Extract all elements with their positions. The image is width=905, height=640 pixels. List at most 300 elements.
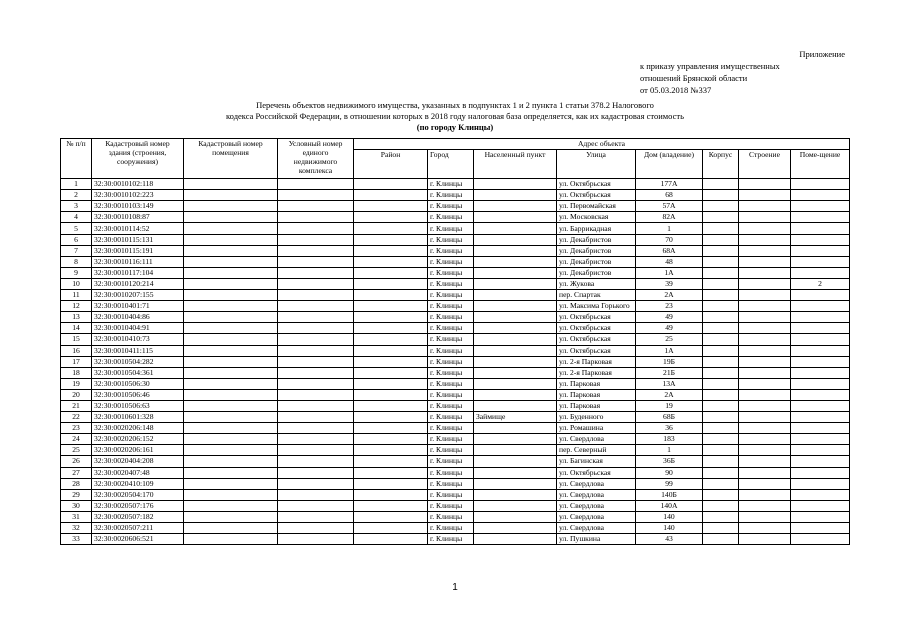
col-header-house: Дом (владение) xyxy=(636,150,703,179)
cell-district xyxy=(354,323,428,334)
cell-district xyxy=(354,489,428,500)
table-row xyxy=(61,367,850,378)
cell-street: ул. Декабристов xyxy=(557,267,636,278)
cell-cad-room xyxy=(184,412,278,423)
cell-settlement xyxy=(474,212,557,223)
cell-city: г. Клинцы xyxy=(428,201,474,212)
cell-house: 39 xyxy=(636,278,703,289)
cell-cad-building: 32:30:0010103:149 xyxy=(92,201,184,212)
table-row xyxy=(61,389,850,400)
cell-district xyxy=(354,400,428,411)
cell-street: ул. Пушкина xyxy=(557,534,636,545)
cell-district xyxy=(354,356,428,367)
cell-cad-building: 32:30:0010404:86 xyxy=(92,312,184,323)
cell-cad-building: 32:30:0020504:170 xyxy=(92,489,184,500)
cell-block xyxy=(703,523,739,534)
cell-cad-building: 32:30:0010102:223 xyxy=(92,190,184,201)
cell-house: 49 xyxy=(636,312,703,323)
cell-house: 48 xyxy=(636,256,703,267)
cell-room xyxy=(791,367,850,378)
cell-settlement xyxy=(474,489,557,500)
cell-cad-room xyxy=(184,323,278,334)
cell-city: г. Клинцы xyxy=(428,356,474,367)
cell-cond-number xyxy=(278,523,354,534)
cell-street: ул. Парковая xyxy=(557,389,636,400)
cell-building xyxy=(739,201,791,212)
cell-cond-number xyxy=(278,190,354,201)
cell-block xyxy=(703,378,739,389)
cell-block xyxy=(703,534,739,545)
cell-num: 22 xyxy=(61,412,92,423)
cell-block xyxy=(703,456,739,467)
cell-house: 1 xyxy=(636,223,703,234)
cell-building xyxy=(739,523,791,534)
cell-num: 29 xyxy=(61,489,92,500)
cell-city: г. Клинцы xyxy=(428,523,474,534)
heading-line-2: кодекса Российской Федерации, в отношении которых в 2018 году налоговая база определяется, как их кадастровая стоимость xyxy=(225,111,684,121)
cell-building xyxy=(739,267,791,278)
cell-num: 21 xyxy=(61,400,92,411)
cell-num: 24 xyxy=(61,434,92,445)
cell-cond-number xyxy=(278,323,354,334)
cell-settlement xyxy=(474,456,557,467)
cell-house: 19Б xyxy=(636,356,703,367)
cell-cad-room xyxy=(184,290,278,301)
cell-block xyxy=(703,356,739,367)
cell-street: ул. Октябрьская xyxy=(557,334,636,345)
cell-room xyxy=(791,478,850,489)
cell-district xyxy=(354,312,428,323)
cell-settlement xyxy=(474,179,557,190)
cell-cond-number xyxy=(278,423,354,434)
cell-settlement xyxy=(474,534,557,545)
cell-building xyxy=(739,278,791,289)
cell-settlement xyxy=(474,434,557,445)
document-heading xyxy=(60,100,850,133)
cell-building xyxy=(739,511,791,522)
cell-building xyxy=(739,301,791,312)
cell-cond-number xyxy=(278,534,354,545)
cell-city: г. Клинцы xyxy=(428,500,474,511)
cell-district xyxy=(354,523,428,534)
cell-num: 13 xyxy=(61,312,92,323)
cell-cad-room xyxy=(184,212,278,223)
cell-street: ул. Декабристов xyxy=(557,234,636,245)
cell-cond-number xyxy=(278,367,354,378)
cell-cond-number xyxy=(278,456,354,467)
cell-building xyxy=(739,489,791,500)
table-row xyxy=(61,400,850,411)
cell-settlement xyxy=(474,278,557,289)
cell-settlement xyxy=(474,323,557,334)
cell-block xyxy=(703,423,739,434)
cell-num: 5 xyxy=(61,223,92,234)
cell-house: 25 xyxy=(636,334,703,345)
cell-city: г. Клинцы xyxy=(428,212,474,223)
cell-num: 7 xyxy=(61,245,92,256)
col-header-block: Корпус xyxy=(703,150,739,179)
cell-street: ул. Декабристов xyxy=(557,245,636,256)
cell-cond-number xyxy=(278,245,354,256)
cell-cad-room xyxy=(184,489,278,500)
cell-street: ул. Баррикадная xyxy=(557,223,636,234)
table-row xyxy=(61,412,850,423)
cell-street: ул. Свердлова xyxy=(557,489,636,500)
cell-cad-room xyxy=(184,301,278,312)
cell-num: 11 xyxy=(61,290,92,301)
table-row xyxy=(61,434,850,445)
cell-building xyxy=(739,256,791,267)
cell-block xyxy=(703,267,739,278)
cell-house: 68 xyxy=(636,190,703,201)
cell-city: г. Клинцы xyxy=(428,445,474,456)
cell-city: г. Клинцы xyxy=(428,190,474,201)
cell-cad-building: 32:30:0020407:48 xyxy=(92,467,184,478)
cell-cad-room xyxy=(184,356,278,367)
cell-block xyxy=(703,511,739,522)
cell-cad-room xyxy=(184,267,278,278)
cell-street: ул. Парковая xyxy=(557,378,636,389)
cell-house: 21Б xyxy=(636,367,703,378)
cell-district xyxy=(354,245,428,256)
cell-cond-number xyxy=(278,445,354,456)
cell-street: ул. Свердлова xyxy=(557,511,636,522)
cell-room xyxy=(791,445,850,456)
cell-city: г. Клинцы xyxy=(428,323,474,334)
cell-settlement xyxy=(474,201,557,212)
cell-block xyxy=(703,389,739,400)
cell-cond-number xyxy=(278,290,354,301)
cell-street: ул. Максима Горького xyxy=(557,301,636,312)
cell-district xyxy=(354,179,428,190)
cell-room xyxy=(791,511,850,522)
cell-room xyxy=(791,523,850,534)
cell-city: г. Клинцы xyxy=(428,456,474,467)
cell-num: 12 xyxy=(61,301,92,312)
cell-house: 13А xyxy=(636,378,703,389)
cell-cad-room xyxy=(184,400,278,411)
cell-cad-building: 32:30:0010504:282 xyxy=(92,356,184,367)
cell-district xyxy=(354,445,428,456)
cell-cad-room xyxy=(184,223,278,234)
cell-district xyxy=(354,234,428,245)
cell-settlement xyxy=(474,290,557,301)
cell-settlement xyxy=(474,523,557,534)
cell-cad-building: 32:30:0020404:208 xyxy=(92,456,184,467)
cell-street: ул. Октябрьская xyxy=(557,345,636,356)
cell-cad-building: 32:30:0020606:521 xyxy=(92,534,184,545)
cell-settlement xyxy=(474,445,557,456)
table-row xyxy=(61,267,850,278)
cell-house: 140 xyxy=(636,511,703,522)
cell-cond-number xyxy=(278,489,354,500)
cell-district xyxy=(354,278,428,289)
cell-building xyxy=(739,445,791,456)
cell-cond-number xyxy=(278,179,354,190)
table-row xyxy=(61,478,850,489)
cell-city: г. Клинцы xyxy=(428,389,474,400)
cell-house: 2А xyxy=(636,290,703,301)
cell-room xyxy=(791,356,850,367)
cell-district xyxy=(354,334,428,345)
cell-num: 15 xyxy=(61,334,92,345)
cell-cad-room xyxy=(184,312,278,323)
cell-settlement xyxy=(474,467,557,478)
cell-district xyxy=(354,378,428,389)
cell-street: ул. Московская xyxy=(557,212,636,223)
cell-house: 36Б xyxy=(636,456,703,467)
cell-cad-building: 32:30:0010116:111 xyxy=(92,256,184,267)
cell-cad-building: 32:30:0010506:46 xyxy=(92,389,184,400)
cell-district xyxy=(354,256,428,267)
cell-house: 49 xyxy=(636,323,703,334)
cell-building xyxy=(739,356,791,367)
cell-building xyxy=(739,389,791,400)
cell-settlement xyxy=(474,500,557,511)
cell-room xyxy=(791,334,850,345)
cell-block xyxy=(703,334,739,345)
table-row xyxy=(61,223,850,234)
cell-city: г. Клинцы xyxy=(428,412,474,423)
cell-num: 3 xyxy=(61,201,92,212)
cell-building xyxy=(739,378,791,389)
cell-city: г. Клинцы xyxy=(428,400,474,411)
table-row xyxy=(61,345,850,356)
cell-cad-building: 32:30:0010601:328 xyxy=(92,412,184,423)
table-row xyxy=(61,500,850,511)
cell-building xyxy=(739,212,791,223)
cell-building xyxy=(739,400,791,411)
cell-cad-room xyxy=(184,256,278,267)
cell-street: ул. 2-я Парковая xyxy=(557,367,636,378)
cell-district xyxy=(354,534,428,545)
cell-cond-number xyxy=(278,201,354,212)
col-header-cond-number: Условный номер единого недвижимого комплекса xyxy=(278,139,354,179)
cell-street: ул. Свердлова xyxy=(557,500,636,511)
cell-cad-room xyxy=(184,345,278,356)
table-row xyxy=(61,445,850,456)
cell-cond-number xyxy=(278,511,354,522)
cell-building xyxy=(739,290,791,301)
cell-street: ул. Октябрьская xyxy=(557,179,636,190)
cell-num: 25 xyxy=(61,445,92,456)
table-row xyxy=(61,334,850,345)
cell-cad-building: 32:30:0010404:91 xyxy=(92,323,184,334)
cell-cad-room xyxy=(184,179,278,190)
table-row xyxy=(61,323,850,334)
cell-street: ул. Свердлова xyxy=(557,523,636,534)
cell-building xyxy=(739,334,791,345)
cell-city: г. Клинцы xyxy=(428,256,474,267)
cell-cad-room xyxy=(184,378,278,389)
cell-cad-room xyxy=(184,434,278,445)
cell-cad-building: 32:30:0010411:115 xyxy=(92,345,184,356)
cell-block xyxy=(703,301,739,312)
cell-block xyxy=(703,445,739,456)
cell-cad-room xyxy=(184,500,278,511)
cell-room xyxy=(791,534,850,545)
cell-cad-building: 32:30:0020507:211 xyxy=(92,523,184,534)
cell-room xyxy=(791,423,850,434)
cell-num: 19 xyxy=(61,378,92,389)
cell-city: г. Клинцы xyxy=(428,478,474,489)
col-header-cad-building: Кадастровый номер здания (строения, сооружения) xyxy=(92,139,184,179)
cell-cad-room xyxy=(184,334,278,345)
cell-cad-building: 32:30:0020507:182 xyxy=(92,511,184,522)
cell-cond-number xyxy=(278,389,354,400)
cell-room xyxy=(791,412,850,423)
cell-street: пер. Спартак xyxy=(557,290,636,301)
cell-room xyxy=(791,267,850,278)
cell-num: 27 xyxy=(61,467,92,478)
cell-district xyxy=(354,412,428,423)
cell-settlement xyxy=(474,256,557,267)
cell-cond-number xyxy=(278,500,354,511)
cell-street: ул. Жукова xyxy=(557,278,636,289)
cell-cad-building: 32:30:0020206:152 xyxy=(92,434,184,445)
cell-num: 17 xyxy=(61,356,92,367)
cell-street: ул. Первомайская xyxy=(557,201,636,212)
cell-block xyxy=(703,201,739,212)
cell-house: 90 xyxy=(636,467,703,478)
cell-room xyxy=(791,456,850,467)
cell-district xyxy=(354,301,428,312)
cell-city: г. Клинцы xyxy=(428,234,474,245)
property-table xyxy=(60,138,850,545)
cell-num: 2 xyxy=(61,190,92,201)
cell-cad-building: 32:30:0020206:161 xyxy=(92,445,184,456)
cell-num: 30 xyxy=(61,500,92,511)
cell-district xyxy=(354,201,428,212)
cell-block xyxy=(703,478,739,489)
cell-district xyxy=(354,423,428,434)
cell-city: г. Клинцы xyxy=(428,301,474,312)
col-header-building: Строение xyxy=(739,150,791,179)
cell-num: 4 xyxy=(61,212,92,223)
cell-cond-number xyxy=(278,334,354,345)
cell-room xyxy=(791,256,850,267)
cell-cond-number xyxy=(278,223,354,234)
cell-city: г. Клинцы xyxy=(428,467,474,478)
cell-cad-room xyxy=(184,523,278,534)
cell-room xyxy=(791,489,850,500)
cell-house: 2А xyxy=(636,389,703,400)
cell-cond-number xyxy=(278,267,354,278)
cell-cad-room xyxy=(184,423,278,434)
table-row xyxy=(61,534,850,545)
cell-cond-number xyxy=(278,378,354,389)
cell-house: 1 xyxy=(636,445,703,456)
col-header-address: Адрес объекта xyxy=(354,139,850,150)
cell-city: г. Клинцы xyxy=(428,223,474,234)
cell-house: 140Б xyxy=(636,489,703,500)
cell-city: г. Клинцы xyxy=(428,290,474,301)
cell-block xyxy=(703,290,739,301)
cell-room xyxy=(791,290,850,301)
table-row xyxy=(61,511,850,522)
cell-city: г. Клинцы xyxy=(428,278,474,289)
cell-city: г. Клинцы xyxy=(428,367,474,378)
cell-cad-room xyxy=(184,389,278,400)
cell-block xyxy=(703,412,739,423)
cell-cad-building: 32:30:0020206:148 xyxy=(92,423,184,434)
cell-cad-building: 32:30:0010506:30 xyxy=(92,378,184,389)
cell-num: 26 xyxy=(61,456,92,467)
cell-building xyxy=(739,500,791,511)
cell-cond-number xyxy=(278,312,354,323)
cell-district xyxy=(354,500,428,511)
cell-room xyxy=(791,245,850,256)
cell-house: 82А xyxy=(636,212,703,223)
table-row xyxy=(61,356,850,367)
cell-house: 140 xyxy=(636,523,703,534)
cell-house: 19 xyxy=(636,400,703,411)
table-row xyxy=(61,467,850,478)
appendix-block xyxy=(640,48,845,96)
cell-num: 8 xyxy=(61,256,92,267)
cell-room xyxy=(791,389,850,400)
cell-building xyxy=(739,323,791,334)
cell-district xyxy=(354,367,428,378)
cell-city: г. Клинцы xyxy=(428,312,474,323)
cell-street: ул. Декабристов xyxy=(557,256,636,267)
cell-cond-number xyxy=(278,478,354,489)
cell-block xyxy=(703,323,739,334)
cell-cad-room xyxy=(184,478,278,489)
cell-block xyxy=(703,489,739,500)
cell-num: 14 xyxy=(61,323,92,334)
heading-city: (по городу Клинцы) xyxy=(416,122,494,132)
table-row xyxy=(61,256,850,267)
table-row xyxy=(61,212,850,223)
cell-num: 33 xyxy=(61,534,92,545)
cell-settlement xyxy=(474,190,557,201)
cell-num: 9 xyxy=(61,267,92,278)
cell-street: ул. Ромашина xyxy=(557,423,636,434)
cell-block xyxy=(703,345,739,356)
cell-settlement xyxy=(474,345,557,356)
cell-cond-number xyxy=(278,434,354,445)
table-row xyxy=(61,201,850,212)
cell-block xyxy=(703,367,739,378)
cell-city: г. Клинцы xyxy=(428,267,474,278)
cell-cad-building: 32:30:0010410:73 xyxy=(92,334,184,345)
cell-cad-room xyxy=(184,201,278,212)
cell-district xyxy=(354,190,428,201)
table-row xyxy=(61,456,850,467)
cell-block xyxy=(703,278,739,289)
cell-room: 2 xyxy=(791,278,850,289)
cell-city: г. Клинцы xyxy=(428,434,474,445)
cell-block xyxy=(703,256,739,267)
cell-district xyxy=(354,290,428,301)
cell-building xyxy=(739,367,791,378)
cell-cond-number xyxy=(278,256,354,267)
cell-cond-number xyxy=(278,301,354,312)
cell-building xyxy=(739,179,791,190)
cell-settlement: Займище xyxy=(474,412,557,423)
cell-block xyxy=(703,400,739,411)
cell-cad-room xyxy=(184,367,278,378)
cell-settlement xyxy=(474,389,557,400)
cell-block xyxy=(703,312,739,323)
cell-house: 183 xyxy=(636,434,703,445)
cell-building xyxy=(739,312,791,323)
cell-building xyxy=(739,434,791,445)
cell-district xyxy=(354,389,428,400)
cell-room xyxy=(791,201,850,212)
cell-num: 28 xyxy=(61,478,92,489)
